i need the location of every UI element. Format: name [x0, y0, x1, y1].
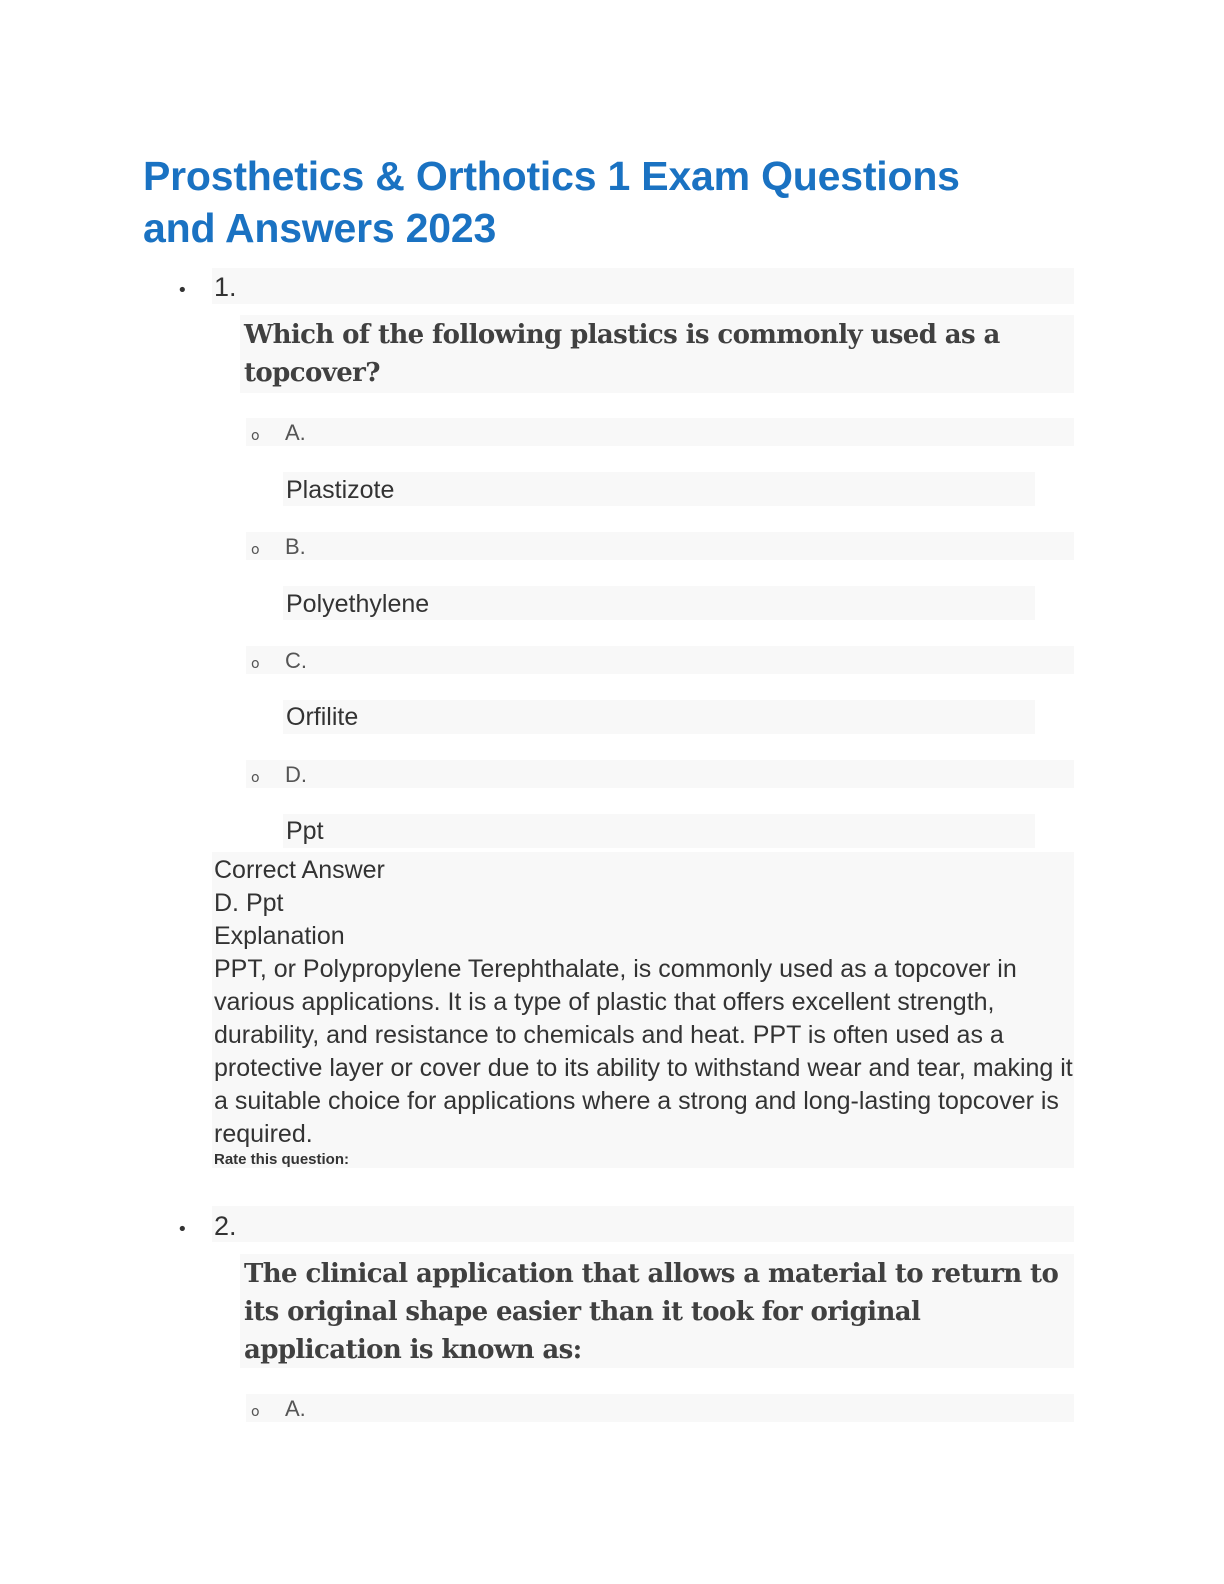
circle-bullet-icon: o: [251, 656, 260, 672]
answer-block: [214, 854, 1074, 1169]
option-letter-bg: [246, 418, 1074, 446]
question-text: The clinical application that allows a material to return to its original shape easier than it took for original application is known as:: [244, 1259, 1059, 1365]
circle-bullet-icon: o: [251, 770, 260, 786]
correct-answer-label: Correct Answer: [214, 856, 385, 884]
explanation-text: PPT, or Polypropylene Terephthalate, is commonly used as a topcover in various applications. It is a type of plastic that offers excellent strength, durability, and resistance to chemicals and heat. PPT is often used as a protective layer or cover due to its ability to withstand wear and tear, making it a suitable choice for applications where a strong and long-lasting topcover is required.: [214, 955, 1073, 1148]
question-number-row-bg: [212, 1206, 1074, 1242]
option-letter-bg: [246, 760, 1074, 788]
option-text-bg: [283, 472, 1035, 506]
option-text[interactable]: Polyethylene: [286, 590, 430, 618]
option-letter-bg: [246, 1394, 1074, 1422]
option-text-bg: [283, 814, 1035, 848]
option-letter-bg: [246, 532, 1074, 560]
question-text: Which of the following plastics is commonly used as a topcover?: [244, 320, 1000, 388]
option-letter: A.: [285, 420, 306, 445]
question-number: 1.: [214, 272, 237, 302]
question-number-row-bg: [212, 268, 1074, 304]
bullet-icon: •: [177, 1219, 188, 1240]
option-letter-bg: [246, 646, 1074, 674]
document-title: Prosthetics & Orthotics 1 Exam Questions and Answers 2023: [143, 153, 960, 251]
question-number: 2.: [214, 1211, 237, 1241]
option-text[interactable]: Plastizote: [286, 476, 395, 504]
correct-answer: D. Ppt: [214, 889, 284, 917]
option-letter: B.: [285, 534, 306, 559]
bullet-icon: •: [177, 280, 188, 301]
explanation-label: Explanation: [214, 922, 345, 950]
option-letter: D.: [285, 762, 307, 787]
option-text[interactable]: Ppt: [286, 817, 324, 845]
circle-bullet-icon: o: [251, 1404, 260, 1420]
option-text[interactable]: Orfilite: [286, 703, 359, 731]
rate-question-label: Rate this question:: [214, 1151, 350, 1168]
option-text-bg: [283, 700, 1035, 734]
circle-bullet-icon: o: [251, 428, 260, 444]
option-letter: C.: [285, 648, 307, 673]
option-letter: A.: [285, 1396, 306, 1421]
circle-bullet-icon: o: [251, 542, 260, 558]
